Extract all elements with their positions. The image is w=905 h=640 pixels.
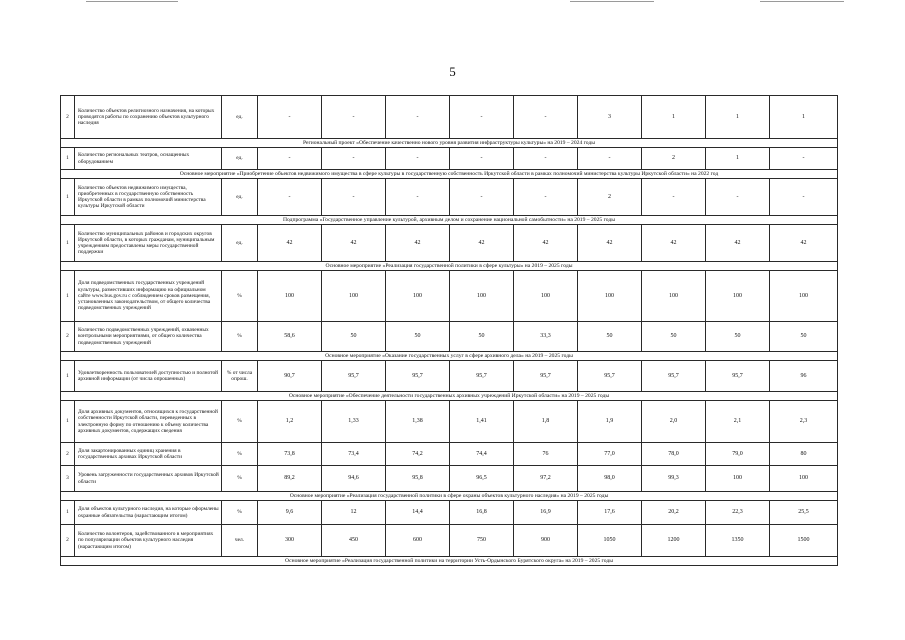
value-cell: 42 <box>642 225 706 262</box>
unit-cell: % <box>222 501 258 525</box>
value-cell: 73,4 <box>322 443 386 466</box>
value-cell: - <box>514 148 578 170</box>
value-cell: 1,38 <box>386 401 450 443</box>
table-row <box>61 225 838 262</box>
unit-cell: % от числа опрош. <box>222 361 258 392</box>
value-cell: 42 <box>770 225 838 262</box>
value-cell: 100 <box>706 271 770 322</box>
value-cell: 90,7 <box>258 361 322 392</box>
section-heading: Основное мероприятие «Реализация государственной политики в сфере культуры» на 2019 – 2025 годы <box>61 262 838 271</box>
value-cell: - <box>450 148 514 170</box>
value-cell: 79,0 <box>706 443 770 466</box>
table-row <box>61 271 838 322</box>
value-cell: 89,2 <box>258 466 322 492</box>
value-cell: 1050 <box>578 525 642 557</box>
value-cell: 2 <box>578 179 642 216</box>
table-row <box>61 401 838 443</box>
value-cell: 300 <box>258 525 322 557</box>
value-cell: 100 <box>386 271 450 322</box>
indicator-name: Количество муниципальных районов и городских округов Иркутской области, в которых гражданам, муниципальным учреждениям предоставлены меры государственной поддержки <box>75 225 222 262</box>
value-cell: 33,3 <box>514 322 578 352</box>
value-cell: 20,2 <box>642 501 706 525</box>
value-cell: 900 <box>514 525 578 557</box>
indicator-name: Уровень загруженности государственных архивов Иркутской области <box>75 466 222 492</box>
scan-mark <box>570 1 654 2</box>
value-cell: 1,41 <box>450 401 514 443</box>
row-number: 1 <box>61 179 75 216</box>
value-cell: 3 <box>578 96 642 139</box>
section-heading-row <box>61 392 838 401</box>
value-cell: - <box>450 179 514 216</box>
value-cell: 1,8 <box>514 401 578 443</box>
value-cell: 2,1 <box>706 401 770 443</box>
value-cell: 95,7 <box>642 361 706 392</box>
value-cell: 16,8 <box>450 501 514 525</box>
value-cell: 42 <box>514 225 578 262</box>
table-body <box>61 96 838 566</box>
indicator-name: Количество региональных театров, оснащенных оборудованием <box>75 148 222 170</box>
value-cell: 2,0 <box>642 401 706 443</box>
value-cell: 100 <box>770 271 838 322</box>
indicator-name: Количество объектов недвижимого имущества, приобретенных в государственную собственность Иркутской области в рамках полномочий министерства культуры Иркутской области <box>75 179 222 216</box>
scan-mark <box>86 1 178 2</box>
value-cell: 2,3 <box>770 401 838 443</box>
value-cell: 12 <box>322 501 386 525</box>
section-heading-row <box>61 492 838 501</box>
row-number: 1 <box>61 225 75 262</box>
value-cell: - <box>258 148 322 170</box>
unit-cell: ед. <box>222 225 258 262</box>
value-cell: - <box>258 179 322 216</box>
value-cell: - <box>322 148 386 170</box>
value-cell: - <box>386 96 450 139</box>
unit-cell: % <box>222 271 258 322</box>
indicator-name: Доля подведомственных государственных учреждений культуры, разместивших информацию на официальном сайте www.bus.gov.ru с соблюдением сроков размещения, установленных законодательством, от общего количества подведомственных учреждений <box>75 271 222 322</box>
value-cell: 50 <box>642 322 706 352</box>
value-cell: 95,7 <box>706 361 770 392</box>
section-heading: Подпрограмма «Государственное управление культурой, архивным делом и сохранение национальной самобытности» на 2019 – 2025 годы <box>61 216 838 225</box>
unit-cell: ед. <box>222 179 258 216</box>
row-number: 3 <box>61 466 75 492</box>
value-cell: 95,7 <box>578 361 642 392</box>
table-row <box>61 96 838 139</box>
value-cell: 100 <box>706 466 770 492</box>
value-cell: 1 <box>706 96 770 139</box>
row-number: 2 <box>61 96 75 139</box>
value-cell: 58,6 <box>258 322 322 352</box>
value-cell: - <box>706 179 770 216</box>
value-cell: - <box>642 179 706 216</box>
value-cell: - <box>514 96 578 139</box>
value-cell: 1350 <box>706 525 770 557</box>
value-cell: 100 <box>322 271 386 322</box>
indicator-table <box>60 95 838 566</box>
section-heading-row <box>61 557 838 566</box>
section-heading-row <box>61 352 838 361</box>
indicator-name: Доля архивных документов, относящихся к государственной собственности Иркутской области, переведенных в электронную форму по отношению к объему количества архивных документов, содержащих сведения <box>75 401 222 443</box>
value-cell: 2 <box>642 148 706 170</box>
unit-cell: чел. <box>222 525 258 557</box>
value-cell: - <box>514 179 578 216</box>
value-cell: 1,33 <box>322 401 386 443</box>
section-heading: Основное мероприятие «Оказание государственных услуг в сфере архивного дела» на 2019 – 2025 годы <box>61 352 838 361</box>
value-cell: 50 <box>450 322 514 352</box>
value-cell: 95,7 <box>322 361 386 392</box>
value-cell: 73,8 <box>258 443 322 466</box>
indicator-name: Количество объектов религиозного назначения, на которых проводятся работы по сохранению объектов культурного наследия <box>75 96 222 139</box>
value-cell: 95,8 <box>386 466 450 492</box>
value-cell: 98,0 <box>578 466 642 492</box>
value-cell: 50 <box>322 322 386 352</box>
value-cell: 750 <box>450 525 514 557</box>
value-cell: - <box>258 96 322 139</box>
indicator-name: Доля объектов культурного наследия, на которые оформлены охранные обязательства (нарастающим итогом) <box>75 501 222 525</box>
value-cell: 100 <box>578 271 642 322</box>
value-cell: 42 <box>706 225 770 262</box>
value-cell: 94,6 <box>322 466 386 492</box>
value-cell: 25,5 <box>770 501 838 525</box>
row-number: 2 <box>61 443 75 466</box>
value-cell: 14,4 <box>386 501 450 525</box>
value-cell: 1,2 <box>258 401 322 443</box>
value-cell: 42 <box>450 225 514 262</box>
value-cell: 1,9 <box>578 401 642 443</box>
row-number: 1 <box>61 271 75 322</box>
value-cell: 50 <box>706 322 770 352</box>
indicator-name: Удовлетворенность пользователей доступностью и полнотой архивной информации (от числа опрошенных) <box>75 361 222 392</box>
value-cell: - <box>386 179 450 216</box>
value-cell: 99,3 <box>642 466 706 492</box>
value-cell: 100 <box>514 271 578 322</box>
value-cell: 95,7 <box>514 361 578 392</box>
value-cell: 96 <box>770 361 838 392</box>
value-cell: 100 <box>642 271 706 322</box>
value-cell: 74,4 <box>450 443 514 466</box>
value-cell: 80 <box>770 443 838 466</box>
value-cell: - <box>386 148 450 170</box>
value-cell: 42 <box>322 225 386 262</box>
section-heading: Основное мероприятие «Реализация государственной политики в сфере охраны объектов культурного наследия» на 2019 – 2025 годы <box>61 492 838 501</box>
table-row <box>61 501 838 525</box>
unit-cell: % <box>222 466 258 492</box>
table-row <box>61 322 838 352</box>
value-cell: 97,2 <box>514 466 578 492</box>
value-cell: 1 <box>770 96 838 139</box>
value-cell: 50 <box>578 322 642 352</box>
table-row <box>61 466 838 492</box>
value-cell: 17,6 <box>578 501 642 525</box>
row-number: 1 <box>61 401 75 443</box>
value-cell: 22,3 <box>706 501 770 525</box>
table-row <box>61 443 838 466</box>
row-number: 1 <box>61 148 75 170</box>
row-number: 1 <box>61 361 75 392</box>
value-cell: 100 <box>258 271 322 322</box>
value-cell: 600 <box>386 525 450 557</box>
value-cell: - <box>770 179 838 216</box>
value-cell: 9,6 <box>258 501 322 525</box>
value-cell: - <box>578 148 642 170</box>
indicator-name: Доля закартонированных единиц хранения в государственных архивах Иркутской области <box>75 443 222 466</box>
scan-mark <box>760 1 844 2</box>
row-number: 2 <box>61 322 75 352</box>
table-row <box>61 525 838 557</box>
value-cell: 1500 <box>770 525 838 557</box>
value-cell: 76 <box>514 443 578 466</box>
value-cell: 1 <box>706 148 770 170</box>
table-row <box>61 361 838 392</box>
section-heading-row <box>61 139 838 148</box>
value-cell: 50 <box>770 322 838 352</box>
table-row <box>61 148 838 170</box>
section-heading: Основное мероприятие «Приобретение объектов недвижимого имущества в сфере культуры в государственную собственность Иркутской области в рамках полномочий министерства культуры Иркутской области» на 2022 год <box>61 170 838 179</box>
value-cell: 1 <box>642 96 706 139</box>
section-heading-row <box>61 170 838 179</box>
section-heading: Основное мероприятие «Обеспечение деятельности государственных архивных учреждений Иркутской области» на 2019 – 2025 годы <box>61 392 838 401</box>
value-cell: 96,5 <box>450 466 514 492</box>
unit-cell: ед. <box>222 148 258 170</box>
unit-cell: % <box>222 443 258 466</box>
indicator-name: Количество волонтеров, задействованного в мероприятиях по популяризации объектов культурного наследия (нарастающим итогом) <box>75 525 222 557</box>
value-cell: 1200 <box>642 525 706 557</box>
value-cell: 100 <box>770 466 838 492</box>
value-cell: 78,0 <box>642 443 706 466</box>
page-number: 5 <box>449 64 456 79</box>
value-cell: 42 <box>578 225 642 262</box>
row-number: 1 <box>61 501 75 525</box>
value-cell: 50 <box>386 322 450 352</box>
value-cell: 77,0 <box>578 443 642 466</box>
value-cell: 450 <box>322 525 386 557</box>
value-cell: - <box>770 148 838 170</box>
value-cell: 74,2 <box>386 443 450 466</box>
section-heading: Региональный проект «Обеспечение качественно нового уровня развития инфраструктуры культуры» на 2019 – 2024 годы <box>61 139 838 148</box>
indicator-name: Количество подведомственных учреждений, охваченных контрольными мероприятиями, от общего количества подведомственных учреждений <box>75 322 222 352</box>
section-heading: Основное мероприятие «Реализация государственной политики на территории Усть-Ордынского Бурятского округа» на 2019 – 2025 годы <box>61 557 838 566</box>
value-cell: 42 <box>386 225 450 262</box>
value-cell: - <box>322 179 386 216</box>
value-cell: - <box>450 96 514 139</box>
table-row <box>61 179 838 216</box>
section-heading-row <box>61 262 838 271</box>
value-cell: 95,7 <box>450 361 514 392</box>
unit-cell: ед. <box>222 96 258 139</box>
value-cell: - <box>322 96 386 139</box>
row-number: 2 <box>61 525 75 557</box>
value-cell: 95,7 <box>386 361 450 392</box>
unit-cell: % <box>222 322 258 352</box>
value-cell: 16,9 <box>514 501 578 525</box>
section-heading-row <box>61 216 838 225</box>
value-cell: 42 <box>258 225 322 262</box>
value-cell: 100 <box>450 271 514 322</box>
unit-cell: % <box>222 401 258 443</box>
